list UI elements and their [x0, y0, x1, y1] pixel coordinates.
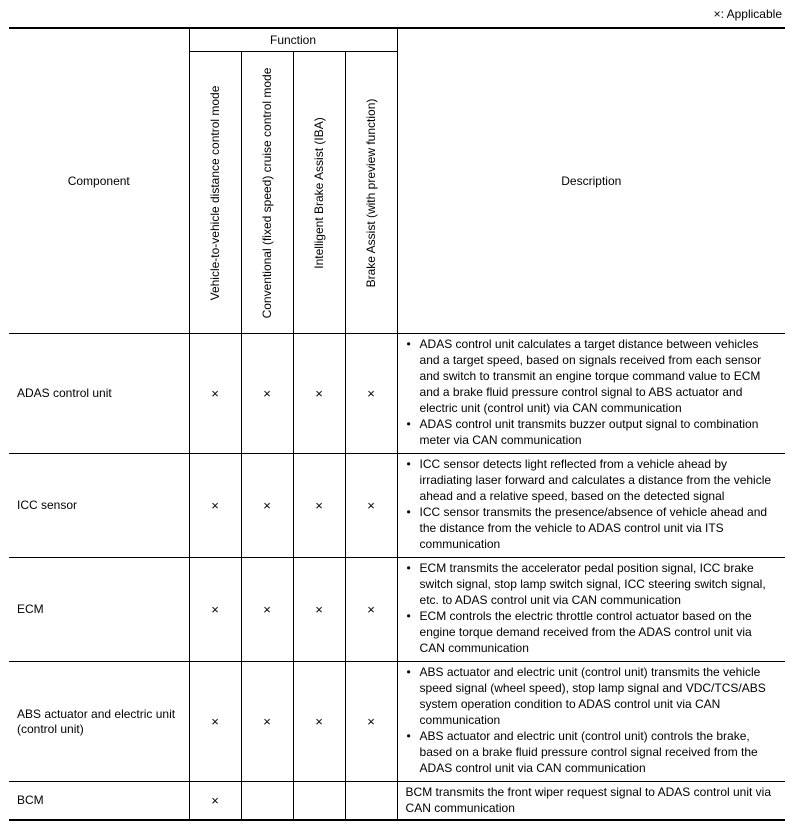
description-list: [406, 456, 780, 552]
description-list: [406, 664, 780, 776]
component-header-label: Component: [67, 173, 130, 188]
applicable-mark: ×: [345, 558, 397, 662]
table-row: [9, 782, 785, 820]
function-col-label: Intelligent Brake Assist (IBA): [312, 116, 326, 269]
applicable-mark: ×: [241, 454, 293, 558]
applicable-mark: ×: [293, 454, 345, 558]
function-col-distance-control: [189, 52, 241, 334]
table-row: [9, 662, 785, 782]
component-cell: ADAS control unit: [9, 334, 189, 454]
component-cell: ABS actuator and electric unit (control unit): [9, 662, 189, 782]
header-row-1: [9, 28, 785, 52]
applicable-mark: ×: [293, 558, 345, 662]
applicable-mark: ×: [345, 662, 397, 782]
component-cell: ECM: [9, 558, 189, 662]
description-text: BCM transmits the front wiper request signal to ADAS control unit via CAN communication: [405, 785, 772, 815]
applicable-mark: ×: [189, 454, 241, 558]
component-function-table: [9, 27, 785, 821]
applicable-mark: ×: [241, 334, 293, 454]
component-cell: BCM: [9, 782, 189, 820]
applicable-mark: ×: [345, 334, 397, 454]
description-item: • ABS actuator and electric unit (control unit) controls the brake, based on a brake fluid pressure control signal received from the ADAS control unit via CAN communication: [406, 728, 780, 776]
applicable-legend: ×: Applicable: [713, 7, 782, 21]
description-header: Description: [397, 28, 785, 334]
applicable-mark: ×: [241, 558, 293, 662]
description-item: • ABS actuator and electric unit (control unit) transmits the vehicle speed signal (wheel speed), stop lamp signal and VDC/TCS/ABS system operation condition to ADAS control unit via CAN communication: [406, 664, 780, 728]
description-item: • ECM transmits the accelerator pedal position signal, ICC brake switch signal, stop lamp switch signal, ICC steering switch signal, etc. to ADAS control unit via CAN communication: [406, 560, 780, 608]
applicable-mark: [241, 782, 293, 820]
applicable-mark: ×: [241, 662, 293, 782]
applicable-mark: ×: [189, 558, 241, 662]
applicable-mark: ×: [189, 334, 241, 454]
applicable-mark: [345, 782, 397, 820]
description-cell: [397, 454, 785, 558]
applicable-mark: ×: [345, 454, 397, 558]
description-item: • ADAS control unit calculates a target distance between vehicles and a target speed, based on signals received from each sensor and switch to transmit an engine torque command value to ECM and a brake fluid pressure control signal to ABS actuator and electric unit (control unit) via CAN communication: [406, 336, 780, 416]
description-cell: [397, 334, 785, 454]
description-item: • ADAS control unit transmits buzzer output signal to combination meter via CAN communication: [406, 416, 780, 448]
applicable-mark: ×: [189, 782, 241, 820]
table-row: [9, 454, 785, 558]
function-col-brake-assist: [345, 52, 397, 334]
table-row: [9, 334, 785, 454]
function-col-label: Vehicle-to-vehicle distance control mode: [208, 85, 222, 300]
description-list: [406, 560, 780, 656]
description-item: • ECM controls the electric throttle control actuator based on the engine torque demand received from the ADAS control unit via CAN communication: [406, 608, 780, 656]
function-col-label: Conventional (fixed speed) cruise control mode: [260, 67, 274, 318]
description-cell: [397, 782, 785, 820]
description-list: [406, 336, 780, 448]
applicable-mark: [293, 782, 345, 820]
function-header: Function: [189, 28, 397, 52]
applicable-mark: ×: [293, 662, 345, 782]
description-cell: [397, 662, 785, 782]
function-col-iba: [293, 52, 345, 334]
applicable-mark: ×: [293, 334, 345, 454]
function-col-label: Brake Assist (with preview function): [364, 98, 378, 287]
table-row: [9, 558, 785, 662]
component-cell: ICC sensor: [9, 454, 189, 558]
description-item: • ICC sensor detects light reflected from a vehicle ahead by irradiating laser forward and calculates a distance from the vehicle ahead and a relative speed, based on the detected signal: [406, 456, 780, 504]
function-col-cruise-control: [241, 52, 293, 334]
applicable-mark: ×: [189, 662, 241, 782]
description-item: • ICC sensor transmits the presence/absence of vehicle ahead and the distance from the vehicle to ADAS control unit via ITS communication: [406, 504, 780, 552]
description-cell: [397, 558, 785, 662]
component-header: [9, 28, 189, 334]
